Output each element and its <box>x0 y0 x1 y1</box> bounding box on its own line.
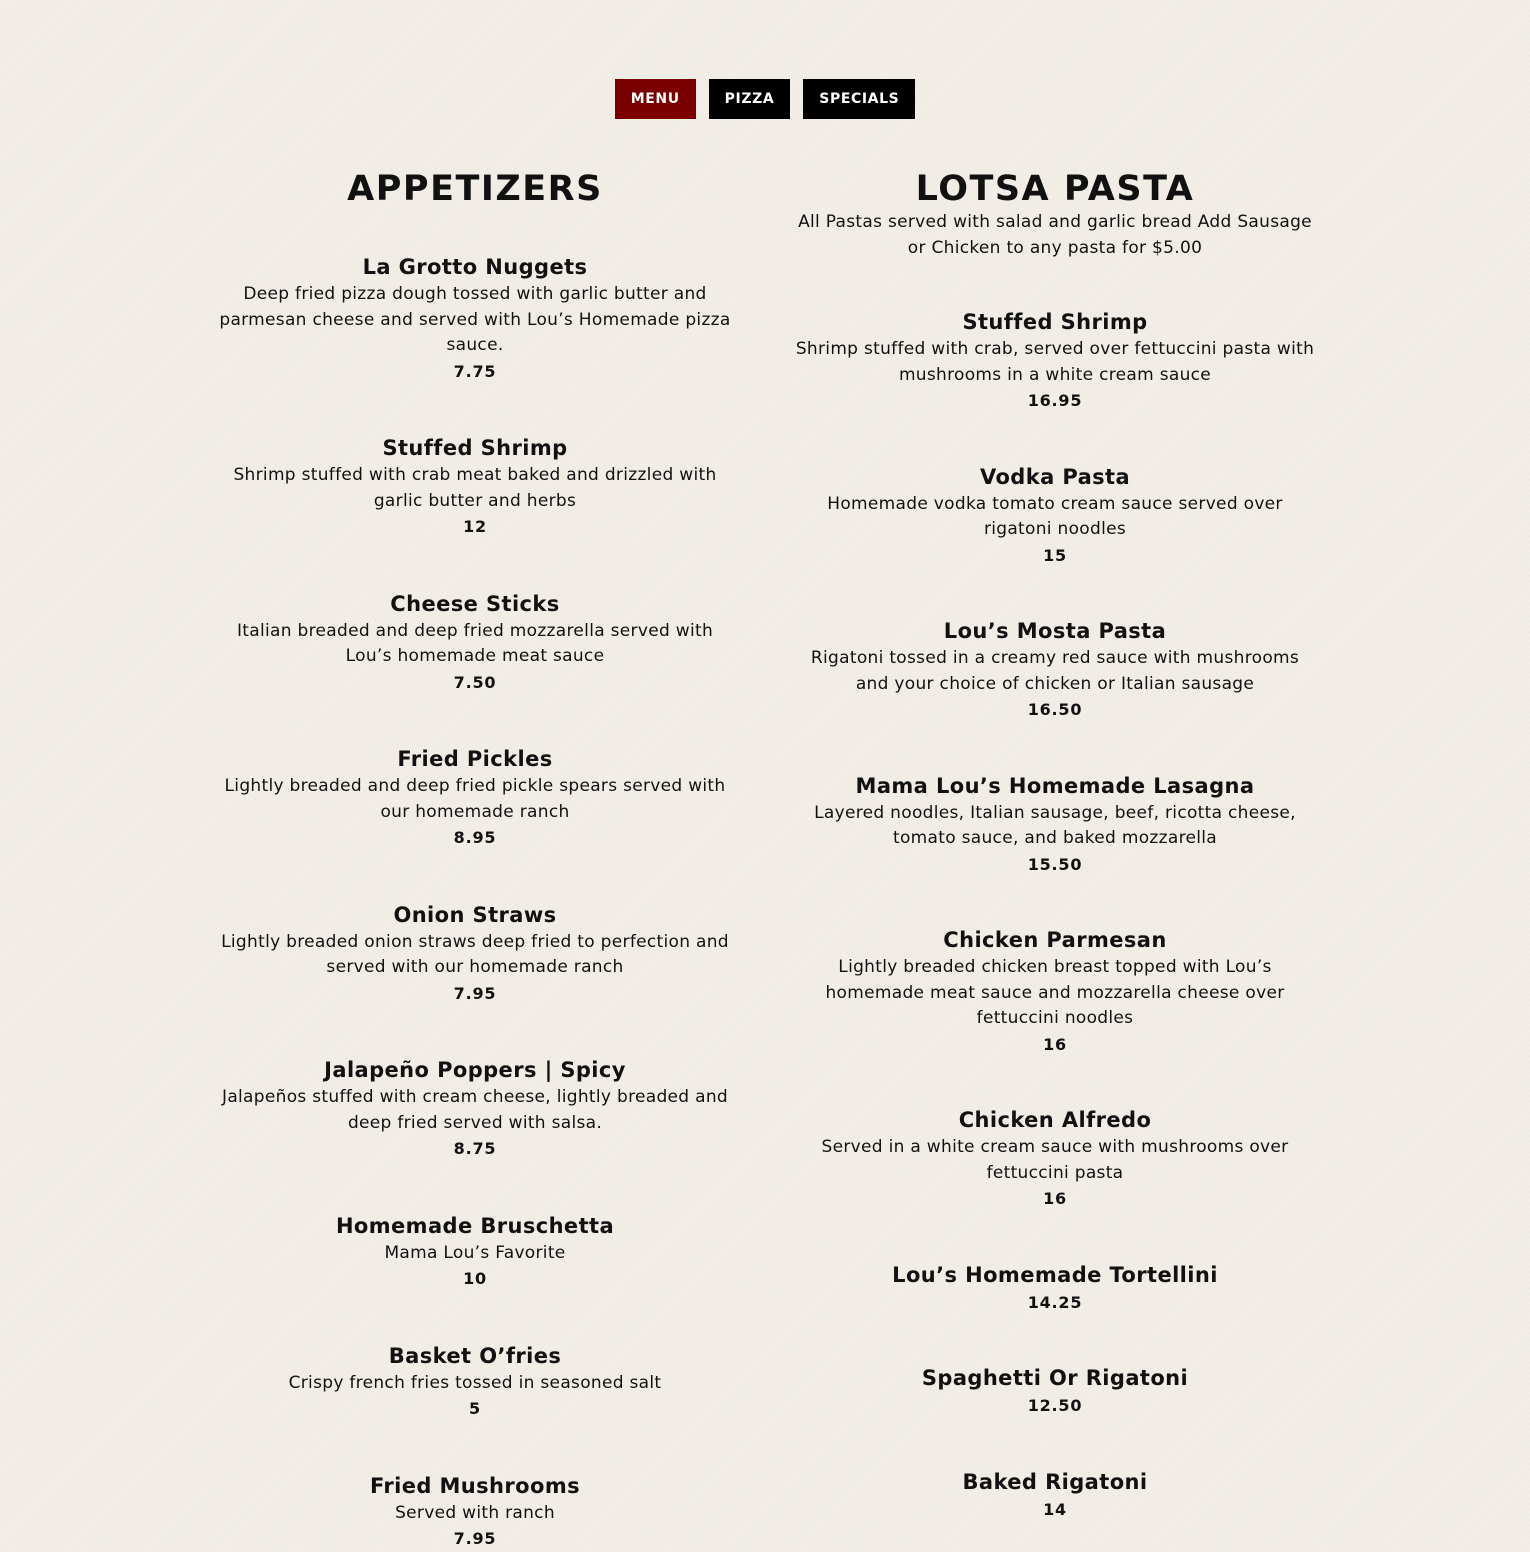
item-price: 15.50 <box>1027 854 1083 874</box>
item-name: Stuffed Shrimp <box>382 436 568 460</box>
menu-item <box>795 462 1315 569</box>
menu-item <box>215 900 735 1007</box>
item-price: 8.75 <box>453 1139 497 1158</box>
item-name: Baked Rigatoni <box>962 1469 1148 1494</box>
menu-item <box>795 771 1315 878</box>
pasta-title: LOTSA PASTA <box>915 169 1195 209</box>
item-description: Rigatoni tossed in a creamy red sauce with mushrooms and your choice of chicken or Italian sausage <box>810 648 1300 694</box>
menu-item <box>215 433 735 540</box>
item-description: Homemade vodka tomato cream sauce served over rigatoni noodles <box>827 493 1283 539</box>
item-description: Lightly breaded chicken breast topped with Lou’s homemade meat sauce and mozzarella cheese over fettuccini noodles <box>825 957 1285 1028</box>
pasta-list <box>795 307 1315 1522</box>
pasta-section <box>795 168 1315 1522</box>
nav-specials-button[interactable]: SPECIALS <box>803 79 915 119</box>
menu-item <box>795 1363 1315 1419</box>
nav-pizza-button[interactable]: PIZZA <box>709 79 791 119</box>
item-price: 10 <box>463 1269 487 1288</box>
item-name: Jalapeño Poppers | Spicy <box>324 1058 626 1082</box>
item-price: 14 <box>1043 1499 1067 1519</box>
item-price: 16 <box>1043 1189 1067 1208</box>
item-description: Lightly breaded onion straws deep fried to perfection and served with our homemade ranch <box>221 931 729 977</box>
item-description: Shrimp stuffed with crab, served over fettuccini pasta with mushrooms in a white cream sauce <box>795 339 1315 385</box>
item-price: 12 <box>463 517 487 536</box>
menu-item <box>215 1341 735 1422</box>
item-name: Spaghetti Or Rigatoni <box>921 1366 1189 1390</box>
item-name: Chicken Parmesan <box>943 928 1167 952</box>
nav-menu-button[interactable]: MENU <box>615 79 696 119</box>
item-price: 8.95 <box>453 828 497 847</box>
menu-item <box>795 307 1315 414</box>
menu-item <box>795 1467 1315 1523</box>
item-name: La Grotto Nuggets <box>362 255 588 279</box>
item-price: 5 <box>469 1399 481 1418</box>
item-price: 16 <box>1043 1034 1067 1054</box>
item-name: Homemade Bruschetta <box>335 1213 615 1238</box>
menu-item <box>215 744 735 851</box>
item-price: 16.50 <box>1027 700 1083 719</box>
item-description: Shrimp stuffed with crab meat baked and drizzled with garlic butter and herbs <box>233 465 717 511</box>
item-name: Lou’s Mosta Pasta <box>943 619 1167 643</box>
item-name: Lou’s Homemade Tortellini <box>892 1262 1218 1287</box>
item-name: Vodka Pasta <box>979 464 1131 489</box>
menu-item <box>795 1260 1315 1316</box>
item-price: 7.95 <box>453 1529 497 1548</box>
menu-item <box>795 1105 1315 1212</box>
item-description: Lightly breaded and deep fried pickle spears served with our homemade ranch <box>224 776 726 822</box>
appetizers-list <box>215 252 735 1552</box>
item-description: Mama Lou’s Favorite <box>384 1242 566 1263</box>
top-nav <box>0 79 1530 119</box>
pasta-note: All Pastas served with salad and garlic bread Add Sausage or Chicken to any pasta for $5.00 <box>798 212 1312 258</box>
item-name: Fried Pickles <box>397 747 553 771</box>
item-name: Chicken Alfredo <box>958 1108 1152 1132</box>
menu-item <box>215 589 735 696</box>
item-price: 16.95 <box>1027 391 1083 410</box>
appetizers-section <box>215 168 735 1552</box>
item-name: Cheese Sticks <box>390 591 560 616</box>
item-name: Fried Mushrooms <box>369 1473 581 1498</box>
item-description: Served with ranch <box>395 1502 555 1523</box>
item-price: 7.75 <box>453 361 497 381</box>
item-name: Basket O’fries <box>388 1343 562 1368</box>
item-description: Served in a white cream sauce with mushrooms over fettuccini pasta <box>821 1137 1289 1183</box>
appetizers-title: APPETIZERS <box>347 169 603 209</box>
item-price: 12.50 <box>1027 1396 1083 1415</box>
item-name: Onion Straws <box>393 902 557 927</box>
item-price: 14.25 <box>1027 1292 1083 1312</box>
item-description: Layered noodles, Italian sausage, beef, ricotta cheese, tomato sauce, and baked mozzarella <box>814 802 1296 848</box>
item-price: 15 <box>1043 545 1067 565</box>
menu-item <box>795 925 1315 1057</box>
menu-item <box>215 1055 735 1162</box>
item-name: Stuffed Shrimp <box>962 310 1148 334</box>
item-description: Jalapeños stuffed with cream cheese, lightly breaded and deep fried served with salsa. <box>222 1087 728 1133</box>
item-price: 7.50 <box>453 672 497 692</box>
item-description: Crispy french fries tossed in seasoned salt <box>288 1372 662 1393</box>
item-name: Mama Lou’s Homemade Lasagna <box>855 773 1255 798</box>
item-price: 7.95 <box>453 983 497 1003</box>
item-description: Deep fried pizza dough tossed with garlic butter and parmesan cheese and served with Lou’s Homemade pizza sauce. <box>219 284 731 355</box>
item-description: Italian breaded and deep fried mozzarella served with Lou’s homemade meat sauce <box>236 620 714 666</box>
menu-item <box>215 1211 735 1292</box>
menu-item <box>215 252 735 384</box>
menu-item <box>795 616 1315 723</box>
menu-item <box>215 1471 735 1552</box>
